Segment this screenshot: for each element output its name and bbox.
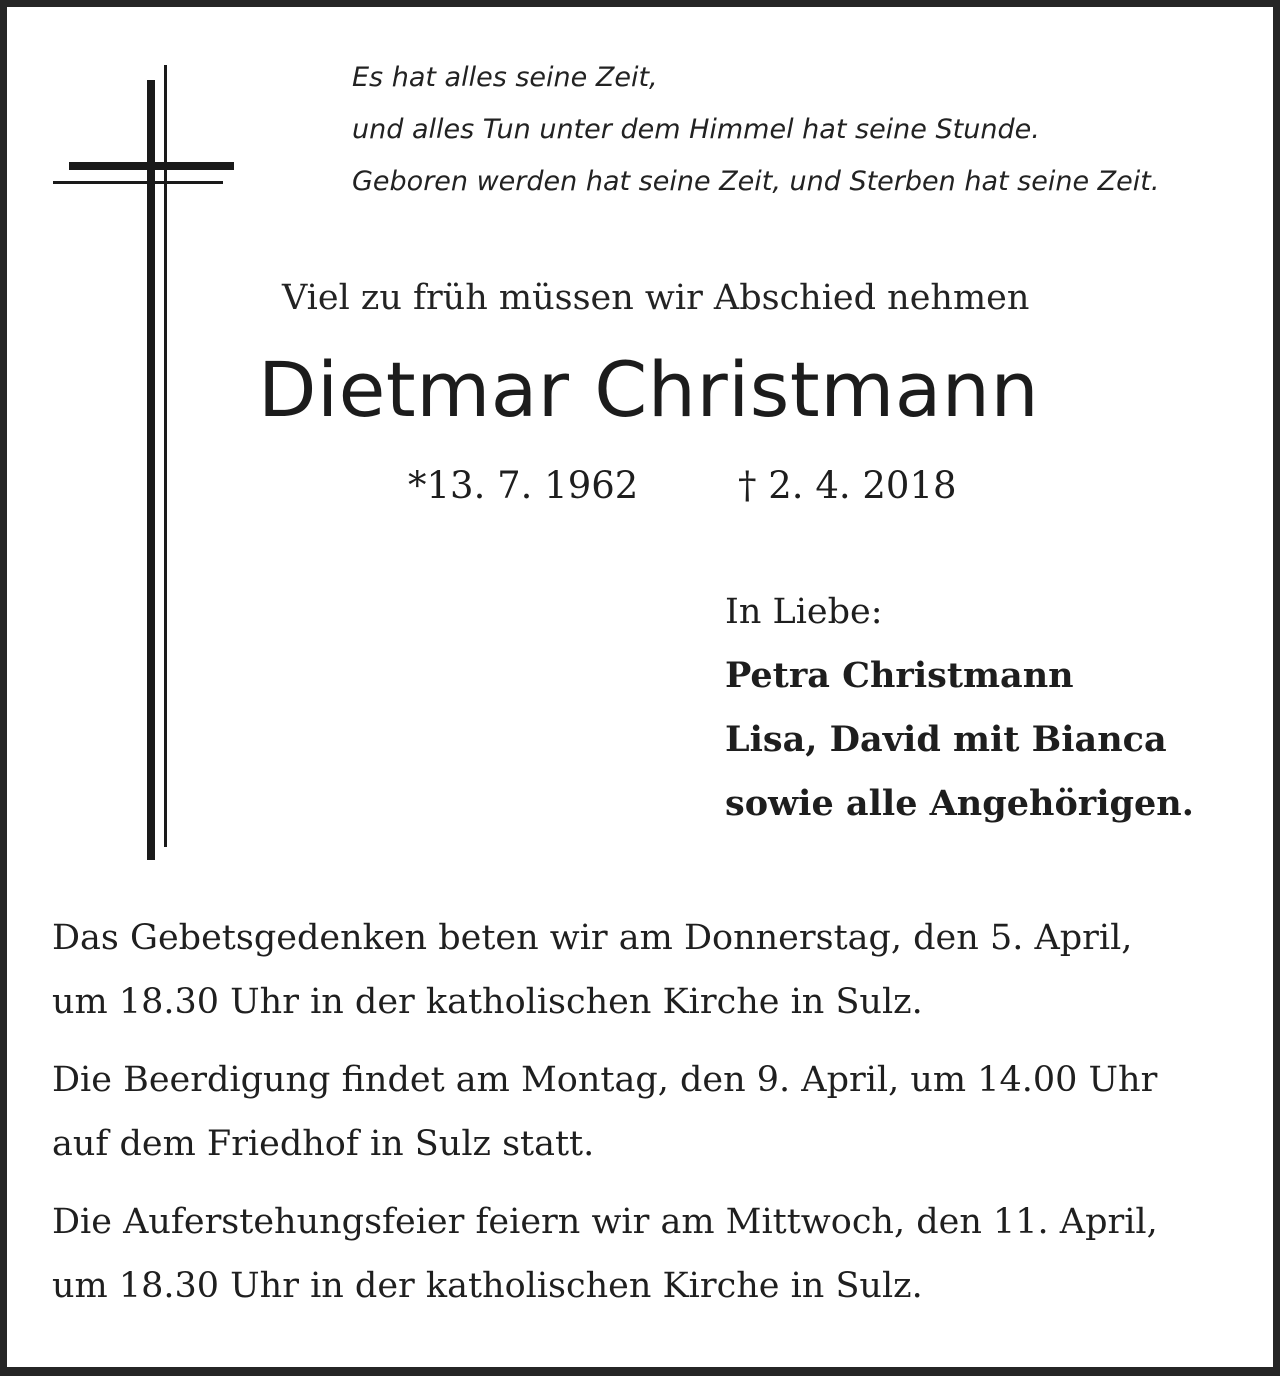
epigraph xyxy=(352,52,1159,208)
notice-line: auf dem Friedhof in Sulz statt. xyxy=(52,1124,595,1164)
mourner-name: sowie alle Angehörigen. xyxy=(725,783,1194,824)
notice-line: Die Beerdigung findet am Montag, den 9. April, um 14.00 Uhr xyxy=(52,1060,1158,1100)
death-date: † 2. 4. 2018 xyxy=(738,464,957,507)
funeral-notice xyxy=(52,1048,1242,1176)
mourner-name: Lisa, David mit Bianca xyxy=(725,719,1167,760)
intro-text: Viel zu früh müssen wir Abschied nehmen xyxy=(282,278,1030,318)
prayer-notice xyxy=(52,906,1242,1034)
mourners-block xyxy=(725,580,1194,836)
mourners-label: In Liebe: xyxy=(725,592,883,632)
notice-line: um 18.30 Uhr in der katholischen Kirche in Sulz. xyxy=(52,1266,923,1306)
resurrection-notice xyxy=(52,1190,1242,1318)
epigraph-line: Es hat alles seine Zeit, xyxy=(352,62,658,93)
epigraph-line: Geboren werden hat seine Zeit, und Sterben hat seine Zeit. xyxy=(352,166,1160,197)
epigraph-line: und alles Tun unter dem Himmel hat seine Stunde. xyxy=(352,114,1040,145)
deceased-name: Dietmar Christmann xyxy=(258,345,1040,434)
cross-icon xyxy=(40,60,250,870)
notice-line: um 18.30 Uhr in der katholischen Kirche in Sulz. xyxy=(52,982,923,1022)
mourner-name: Petra Christmann xyxy=(725,655,1074,696)
birth-date: *13. 7. 1962 xyxy=(408,464,639,507)
service-notices xyxy=(52,906,1242,1332)
notice-line: Das Gebetsgedenken beten wir am Donnerstag, den 5. April, xyxy=(52,918,1133,958)
notice-line: Die Auferstehungsfeier feiern wir am Mittwoch, den 11. April, xyxy=(52,1202,1158,1242)
